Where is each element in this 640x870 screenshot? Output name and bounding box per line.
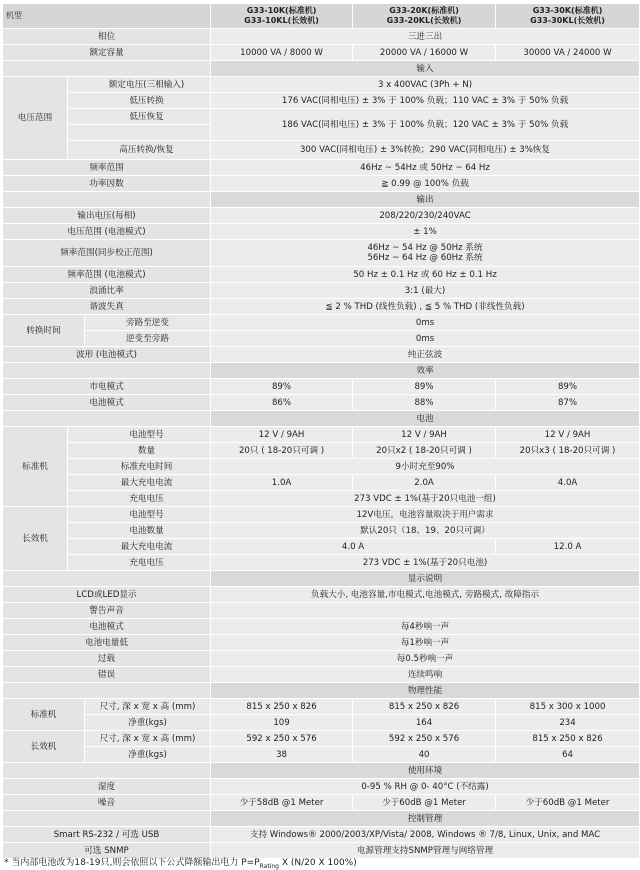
power-factor-value: ≧ 0.99 @ 100% 负载 — [211, 176, 640, 192]
rated-voltage-row — [3, 77, 640, 93]
transfer-byp-value: 0ms — [211, 331, 640, 347]
output-voltage-label: 输出电压(每相) — [3, 208, 211, 224]
snmp-label: 可选 SNMP — [3, 843, 211, 859]
long-weight-label: 净重(kgs) — [85, 747, 211, 763]
low-return-label: 低压恢复 — [68, 109, 211, 125]
alarm-bat-mode-row — [3, 619, 640, 635]
alarm-label: 警告声音 — [3, 603, 211, 619]
output-section-title: 输出 — [211, 192, 640, 208]
std-weight-3: 234 — [496, 715, 640, 731]
long-max-current-label: 最大充电电流 — [68, 539, 211, 555]
environment-section-title: 使用环境 — [211, 763, 640, 779]
battery-section-title: 电池 — [211, 411, 640, 427]
std-charge-voltage-value: 273 VDC ± 1%(基于20只电池一组) — [211, 491, 640, 507]
model-header-row — [3, 4, 640, 29]
std-qty-row — [3, 443, 640, 459]
long-weight-3: 64 — [496, 747, 640, 763]
lcd-row — [3, 587, 640, 603]
std-type-3: 12 V / 9AH — [496, 427, 640, 443]
display-section-row — [3, 571, 640, 587]
alarm-overload-value: 每0.5秒响一声 — [211, 651, 640, 667]
input-freq-label: 频率范围 — [3, 160, 211, 176]
battery-voltage-label: 电压范围 (电池模式) — [3, 224, 211, 240]
std-max-current-3: 4.0A — [496, 475, 640, 491]
alarm-overload-row — [3, 651, 640, 667]
long-charge-voltage-row — [3, 555, 640, 571]
low-return-value: 186 VAC(同相电压) ± 3% 于 100% 负载；120 VAC ± 3% 于 50% 负载 — [211, 109, 640, 141]
long-charge-voltage-label: 充电电压 — [68, 555, 211, 571]
alarm-fault-value: 连续鸣响 — [211, 667, 640, 683]
long-type-row — [3, 507, 640, 523]
model-1: G33-10K(标准机) G33-10KL(长效机) — [211, 4, 353, 29]
power-factor-label: 功率因数 — [3, 176, 211, 192]
lcd-label: LCD或LED显示 — [3, 587, 211, 603]
std-charge-time-row — [3, 459, 640, 475]
capacity-3: 30000 VA / 24000 W — [496, 45, 640, 61]
std-qty-label: 数量 — [68, 443, 211, 459]
long-weight-1: 38 — [211, 747, 353, 763]
output-section-row — [3, 192, 640, 208]
display-section-title: 显示说明 — [211, 571, 640, 587]
output-voltage-row — [3, 208, 640, 224]
efficiency-section-row — [3, 363, 640, 379]
voltage-range-label: 电压范围 — [3, 77, 68, 160]
ac-mode-2: 89% — [353, 379, 496, 395]
waveform-row — [3, 347, 640, 363]
long-max-current-1: 4.0 A — [211, 539, 496, 555]
alarm-low-bat-label: 电池电量低 — [3, 635, 211, 651]
std-weight-1: 109 — [211, 715, 353, 731]
thd-row — [3, 299, 640, 315]
rs232-label: Smart RS-232 / 可选 USB — [3, 827, 211, 843]
efficiency-section-title: 效率 — [211, 363, 640, 379]
alarm-fault-label: 错误 — [3, 667, 211, 683]
capacity-label: 额定容量 — [3, 45, 211, 61]
management-section-title: 控制管理 — [211, 811, 640, 827]
alarm-row — [3, 603, 640, 619]
model-3: G33-30K(标准机) G33-30KL(长效机) — [496, 4, 640, 29]
long-max-current-2: 12.0 A — [496, 539, 640, 555]
std-type-1: 12 V / 9AH — [211, 427, 353, 443]
long-machine-label: 长效机 — [3, 507, 68, 571]
thd-label: 谐波失真 — [3, 299, 211, 315]
battery-section-row — [3, 411, 640, 427]
phys-long-label: 长效机 — [3, 731, 85, 763]
physical-section-title: 物理性能 — [211, 683, 640, 699]
long-qty-label: 电池数量 — [68, 523, 211, 539]
long-qty-value: 默认20只（18、19、20只可调） — [211, 523, 640, 539]
std-type-label: 电池型号 — [68, 427, 211, 443]
high-voltage-row — [3, 141, 640, 160]
alarm-fault-row — [3, 667, 640, 683]
std-type-2: 12 V / 9AH — [353, 427, 496, 443]
input-freq-value: 46Hz ~ 54Hz 或 50Hz ~ 64 Hz — [211, 160, 640, 176]
long-dim-1: 592 x 250 x 576 — [211, 731, 353, 747]
std-dim-1: 815 x 250 x 826 — [211, 699, 353, 715]
bat-mode-row — [3, 395, 640, 411]
long-type-value: 12V电压，电池容量取决于用户需求 — [211, 507, 640, 523]
footnote: * 当内部电池改为18-19只,则会依照以下公式降额输出电力 $P=P_{Rating}$ X (N/20 X 100%) — [4, 858, 357, 870]
std-charge-voltage-label: 充电电压 — [68, 491, 211, 507]
transfer-byp-row — [3, 331, 640, 347]
power-factor-row — [3, 176, 640, 192]
environment-section-row — [3, 763, 640, 779]
transfer-byp-label: 逆变至旁路 — [85, 331, 211, 347]
std-qty-3: 20只x3 ( 18-20只可调 ) — [496, 443, 640, 459]
long-dim-label: 尺寸, 深 x 宽 x 高 (mm) — [85, 731, 211, 747]
battery-freq-value: 50 Hz ± 0.1 Hz 或 60 Hz ± 0.1 Hz — [211, 267, 640, 283]
crest-row — [3, 283, 640, 299]
high-voltage-label: 高压转换/恢复 — [68, 141, 211, 160]
phys-std-label: 标准机 — [3, 699, 85, 731]
std-qty-1: 20只 ( 18-20只可调 ) — [211, 443, 353, 459]
input-section-row — [3, 61, 640, 77]
long-dim-3: 815 x 250 x 826 — [496, 731, 640, 747]
low-transfer-label: 低压转换 — [68, 93, 211, 109]
battery-voltage-value: ± 1% — [211, 224, 640, 240]
std-weight-2: 164 — [353, 715, 496, 731]
alarm-low-bat-row — [3, 635, 640, 651]
phase-row — [3, 29, 640, 45]
waveform-label: 波形 (电池模式) — [3, 347, 211, 363]
humidity-row — [3, 779, 640, 795]
std-dim-row — [3, 699, 640, 715]
bat-mode-3: 87% — [496, 395, 640, 411]
sync-range-value: 46Hz ~ 54 Hz @ 50Hz 系统 56Hz ~ 64 Hz @ 60Hz 系统 — [211, 240, 640, 267]
std-type-row — [3, 427, 640, 443]
alarm-overload-label: 过载 — [3, 651, 211, 667]
high-voltage-value: 300 VAC(同相电压) ± 3%转换；290 VAC(同相电压) ± 3%恢复 — [211, 141, 640, 160]
humidity-label: 湿度 — [3, 779, 211, 795]
waveform-value: 纯正弦波 — [211, 347, 640, 363]
battery-freq-row — [3, 267, 640, 283]
std-weight-label: 净重(kgs) — [85, 715, 211, 731]
long-weight-2: 40 — [353, 747, 496, 763]
physical-section-row — [3, 683, 640, 699]
capacity-2: 20000 VA / 16000 W — [353, 45, 496, 61]
battery-voltage-row — [3, 224, 640, 240]
long-type-label: 电池型号 — [68, 507, 211, 523]
long-weight-row — [3, 747, 640, 763]
rated-voltage-label: 额定电压(三相输入) — [68, 77, 211, 93]
alarm-bat-mode-label: 电池模式 — [3, 619, 211, 635]
thd-value: ≦ 2 % THD (线性负载) , ≦ 5 % THD (非线性负载) — [211, 299, 640, 315]
capacity-1: 10000 VA / 8000 W — [211, 45, 353, 61]
long-dim-2: 592 x 250 x 576 — [353, 731, 496, 747]
capacity-row — [3, 45, 640, 61]
long-max-current-row — [3, 539, 640, 555]
alarm-bat-mode-value: 每4秒响一声 — [211, 619, 640, 635]
noise-3: 少于60dB @1 Meter — [496, 795, 640, 811]
model-label: 机型 — [3, 4, 211, 29]
bat-mode-2: 88% — [353, 395, 496, 411]
transfer-inv-value: 0ms — [211, 315, 640, 331]
battery-freq-label: 频率范围 (电池模式) — [3, 267, 211, 283]
std-machine-label: 标准机 — [3, 427, 68, 507]
input-section-title: 输入 — [211, 61, 640, 77]
noise-1: 少于58dB @1 Meter — [211, 795, 353, 811]
low-transfer-row — [3, 93, 640, 109]
std-weight-row — [3, 715, 640, 731]
model-2: G33-20K(标准机) G33-20KL(长效机) — [353, 4, 496, 29]
ac-mode-row — [3, 379, 640, 395]
rs232-value: 支持 Windows® 2000/2003/XP/Vista/ 2008, Windows ® 7/8, Linux, Unix, and MAC — [211, 827, 640, 843]
ac-mode-3: 89% — [496, 379, 640, 395]
long-charge-voltage-value: 273 VDC ± 1%(基于20只电池) — [211, 555, 640, 571]
std-max-current-1: 1.0A — [211, 475, 353, 491]
ac-mode-1: 89% — [211, 379, 353, 395]
std-charge-time-label: 标准充电时间 — [68, 459, 211, 475]
std-dim-2: 815 x 250 x 826 — [353, 699, 496, 715]
alarm-low-bat-value: 每1秒响一声 — [211, 635, 640, 651]
std-max-current-2: 2.0A — [353, 475, 496, 491]
rs232-row — [3, 827, 640, 843]
long-dim-row — [3, 731, 640, 747]
snmp-value: 电源管理支持SNMP管理与网络管理 — [211, 843, 640, 859]
std-qty-2: 20只x2 ( 18-20只可调 ) — [353, 443, 496, 459]
std-charge-time-value: 9小时充至90% — [211, 459, 640, 475]
phase-label: 相位 — [3, 29, 211, 45]
transfer-time-label: 转换时间 — [3, 315, 85, 347]
crest-value: 3:1 (最大) — [211, 283, 640, 299]
low-transfer-value: 176 VAC(同相电压) ± 3% 于 100% 负载；110 VAC ± 3% 于 50% 负载 — [211, 93, 640, 109]
std-dim-3: 815 x 300 x 1000 — [496, 699, 640, 715]
noise-row — [3, 795, 640, 811]
transfer-inv-row — [3, 315, 640, 331]
std-charge-voltage-row — [3, 491, 640, 507]
phase-value: 三进三出 — [211, 29, 640, 45]
transfer-inv-label: 旁路至逆变 — [85, 315, 211, 331]
sync-range-label: 频率范围(同步校正范围) — [3, 240, 211, 267]
long-qty-row — [3, 523, 640, 539]
std-dim-label: 尺寸, 深 x 宽 x 高 (mm) — [85, 699, 211, 715]
management-section-row — [3, 811, 640, 827]
humidity-value: 0-95 % RH @ 0- 40°C (不结露) — [211, 779, 640, 795]
bat-mode-1: 86% — [211, 395, 353, 411]
lcd-value: 负载大小, 电池容量,市电模式,电池模式, 旁路模式, 故障指示 — [211, 587, 640, 603]
input-freq-row — [3, 160, 640, 176]
noise-label: 噪音 — [3, 795, 211, 811]
ac-mode-label: 市电模式 — [3, 379, 211, 395]
sync-range-row — [3, 240, 640, 267]
spec-table — [2, 3, 640, 859]
std-max-current-label: 最大充电电流 — [68, 475, 211, 491]
noise-2: 少于60dB @1 Meter — [353, 795, 496, 811]
bat-mode-label: 电池模式 — [3, 395, 211, 411]
low-return-row — [3, 109, 640, 125]
rated-voltage-value: 3 x 400VAC (3Ph + N) — [211, 77, 640, 93]
output-voltage-value: 208/220/230/240VAC — [211, 208, 640, 224]
crest-label: 浪涌比率 — [3, 283, 211, 299]
